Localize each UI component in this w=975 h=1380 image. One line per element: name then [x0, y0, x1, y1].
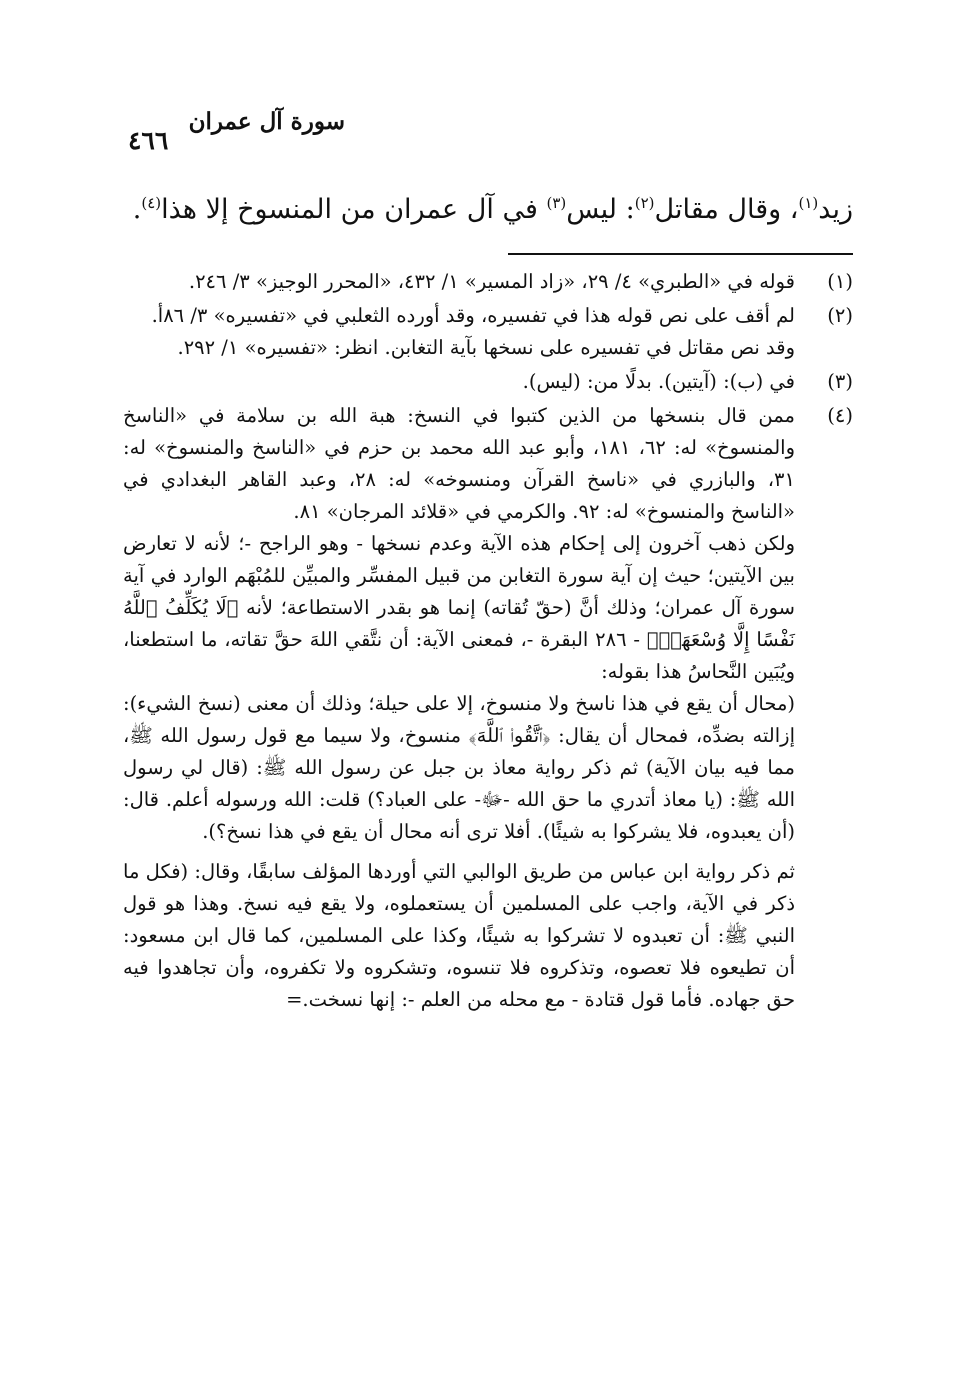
footnote-3: [123, 366, 853, 398]
footnote-text: قوله في «الطبري» ٤/ ٢٩، «زاد المسير» ١/ ٤٣٢، «المحرر الوجيز» ٣/ ٢٤٦.: [188, 270, 795, 293]
main-text: [123, 186, 853, 234]
footnote-ref-2[interactable]: (٢): [634, 194, 655, 212]
footnote-text: (محال أن يقع في هذا ناسخ ولا منسوخ، إلا على حيلة؛ وذلك أن معنى (نسخ الشيء): إزالته بضدِّه، فمحال أن يقال: ﴿ٱتَّقُوا۟ ٱللَّهَ﴾ منسوخ، ولا سيما مع قول رسول الله ﷺ، مما فيه بيان الآية) ثم ذكر رواية معاذ بن جبل عن رسول الله ﷺ: (قال لي رسول الله ﷺ: (يا معاذ أتدري ما حق الله -ﷻ- على العباد؟) قلت: الله ورسوله أعلم. قال: (أن يعبدوه، فلا يشركوا به شيئًا). أفلا ترى أنه محال أن يقع في هذا نسخ؟).: [123, 692, 795, 843]
footnote-1: [123, 266, 853, 298]
footnote-4: [123, 400, 853, 1016]
running-head: سورة آل عمران: [188, 108, 345, 135]
footnote-ref-1[interactable]: (١): [798, 194, 819, 212]
footnote-number: (٤): [827, 404, 853, 427]
footnote-number: (٢): [827, 304, 853, 327]
footnote-text: لم أقف على نص قوله هذا في تفسيره، وقد أورده الثعلبي في «تفسيره» ٣/ ٨٦أ.: [151, 304, 795, 327]
page-number: ٤٦٦: [128, 126, 169, 155]
footnote-number: (١): [827, 270, 853, 293]
footnote-2: [123, 300, 853, 364]
main-text-segment: .: [132, 194, 142, 225]
footnote-number: (٣): [827, 370, 853, 393]
main-text-segment: زيد: [818, 194, 853, 225]
main-text-segment: في آل عمران من المنسوخ إلا هذا: [161, 194, 547, 225]
footnote-text: وقد نص مقاتل في تفسيره على نسخها بآية التغابن. انظر: «تفسيره» ١/ ٢٩٢.: [177, 336, 795, 359]
footnotes: [123, 266, 853, 1016]
main-text-segment: ، وقال مقاتل: [654, 194, 799, 225]
footnote-text: ولكن ذهب آخرون إلى إحكام هذه الآية وعدم نسخها - وهو الراجح -؛ لأنه لا تعارض بين الآيتين؛ حيث إن آية سورة التغابن من قبيل المفسِّر والمبيِّن للمُبْهَم الوارد في آية سورة آل عمران؛ وذلك أنَّ (حقّ تُقاته) إنما هو بقدر الاستطاعة؛ لأنه ﴿لَا يُكَلِّفُ ٱللَّهُ نَفْسًا إِلَّا وُسْعَهَاۚ﴾ - ٢٨٦ البقرة -، فمعنى الآية: أن نتَّقي اللهَ حقَّ تقاته، ما استطعنا، ويُبَين النَّحاسُ هذا بقوله:: [123, 532, 795, 683]
footnote-ref-4[interactable]: (٤): [141, 194, 162, 212]
footnote-text: في (ب): (آيتين). بدلًا من: (ليس).: [522, 370, 795, 393]
footnote-text: ثم ذكر رواية ابن عباس من طريق الوالبي التي أوردها المؤلف سابقًا، وقال: (فكل ما ذكر في الآية، واجب على المسلمين أن يستعملوه، ولا يقع فيه نسخ. وهذا هو قول النبي ﷺ: أن تعبدوه لا تشركوا به شيئًا، وكذا على المسلمين، كما قال ابن مسعود: أن تطيعوه فلا تعصوه، وتذكروه فلا تنسوه، وتشكروه ولا تكفروه، وأن تجاهدوا فيه حق جهاده. فأما قول قتادة - مع محله من العلم -: إنها نسخت.=: [123, 860, 795, 1011]
footnote-text: ممن قال بنسخها من الذين كتبوا في النسخ: هبة الله بن سلامة في «الناسخ والمنسوخ» له: ٦٢، ١٨١، وأبو عبد الله محمد بن حزم في «الناسخ والمنسوخ» له: ٣١، والبازري في «ناسخ القرآن ومنسوخه» له: ٢٨، وعبد القاهر البغدادي في «الناسخ والمنسوخ» له: ٩٢. والكرمي في «قلائد المرجان» ٨١.: [123, 404, 795, 523]
main-text-segment: : ليس: [566, 194, 635, 225]
footnote-separator: [508, 253, 853, 255]
footnote-ref-3[interactable]: (٣): [546, 194, 567, 212]
